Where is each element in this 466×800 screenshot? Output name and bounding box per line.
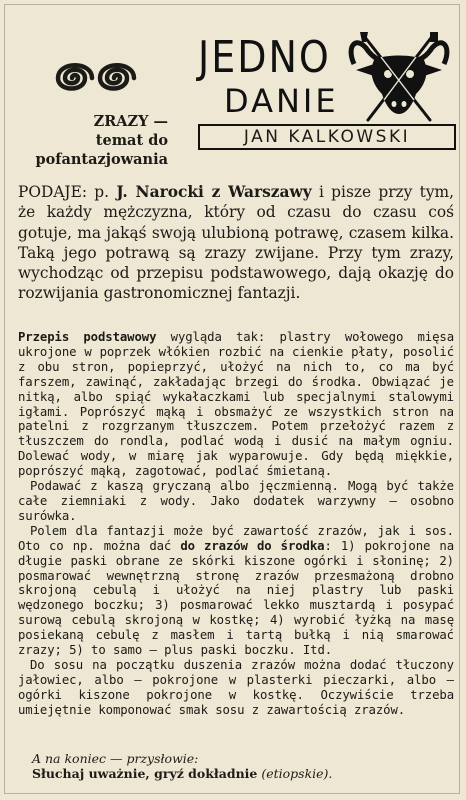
lead-paragraph [18, 182, 454, 304]
spiral-ornament-icon [50, 58, 138, 98]
headline-line-2: temat do [95, 132, 168, 149]
recipe-paragraph-4: Do sosu na początku duszenia zrazów można dodać tłuczony jałowiec, albo — pokrojone w plasterki pieczarki, albo — ogórki kiszone pokrojone w kostkę. Oczywiście trzeba umiejętnie komponować smak sosu z zawartością zrazów. [18, 657, 454, 717]
lead-intro: PODAJE: p. [18, 183, 117, 201]
headline-line-3: pofantazjowania [35, 151, 168, 168]
recipe-basic-text: wygląda tak: plastry wołowego mięsa ukrojone w poprzek włókien rozbić na cienkie płaty, posolić z obu stron, popieprzyć, ułożyć na nich to, co ma być farszem, zawinąć, zakładając brzegi do środka. Obwiązać je nitką, albo spiąć wykałaczkami lub specjalnymi stalowymi igłami. Poprószyć mąką i obsmażyć ze wszystkich stron na patelni z rozgrzanym tłuszczem. Potem przełożyć razem z tłuszczem do rondla, podlać wodą i dusić na małym ogniu. Dolewać wody, w miarę jak wyparowuje. Gdy będą miękkie, poprószyć mąką, zagotować, podlać śmietaną. [18, 330, 455, 479]
column-title-bottom: DANIE [224, 82, 339, 120]
proverb-intro: A na koniec — przysłowie: [32, 751, 199, 766]
headline-line-1: ZRAZY — [93, 113, 168, 130]
recipe-fillings-bold: do zrazów do środka [180, 538, 325, 553]
column-author: JAN KALKOWSKI [198, 124, 456, 150]
recipe-paragraph-2: Podawać z kaszą gryczaną albo jęczmienną. Mogą być także całe ziemniaki z wody. Jako dodatek warzywny — osobno surówka. [18, 479, 454, 523]
recipe-paragraph-1 [18, 330, 454, 479]
proverb-text [18, 766, 454, 781]
lead-text: i pisze przy tym, że każdy mężczyzna, który od czasu do czasu coś gotuje, ma jakąś swoją ulubioną potrawę, czasem kilka. Taką jego potrawą są zrazy zwijane. Przy tym zrazy, wychodząc od przepisu podstawowego, dają okazję do rozwijania gastronomicznej fantazji. [18, 183, 455, 303]
ox-head-fork-knife-icon [344, 30, 454, 124]
recipe-basic-lead: Przepis podstawowy [18, 330, 157, 344]
recipe-fillings-list: : 1) pokrojone na długie paski obrane ze skórki kiszone ogórki i słoninę; 2) posmarować wewnętrzną stronę zrazów przesmażoną drobno skrojoną cebulą i ułożyć na niej plastry lub paski wędzonego boczku; 3) posmarować lekko musztardą i posypać surową cebulą skrojoną w kostkę; 4) wyrobić łyżką na masę posiekaną cebulę z masłem i tartą bułką i nią smarować zrazy; 5) to samo — plus paski boczku. Itd. [18, 538, 454, 658]
recipe-body [18, 330, 454, 718]
proverb-main: Słuchaj uważnie, gryź dokładnie [32, 766, 258, 781]
article-headline [18, 112, 168, 169]
closing-proverb [18, 751, 454, 781]
column-title-top: JEDNO [198, 31, 331, 83]
lead-source: J. Narocki z Warszawy [116, 183, 312, 201]
recipe-fillings-intro: Polem dla fantazji może być zawartość zrazów, jak i sos. Oto co np. można dać [18, 523, 454, 553]
proverb-origin: (etiopskie). [257, 766, 333, 781]
recipe-paragraph-3 [18, 524, 454, 658]
